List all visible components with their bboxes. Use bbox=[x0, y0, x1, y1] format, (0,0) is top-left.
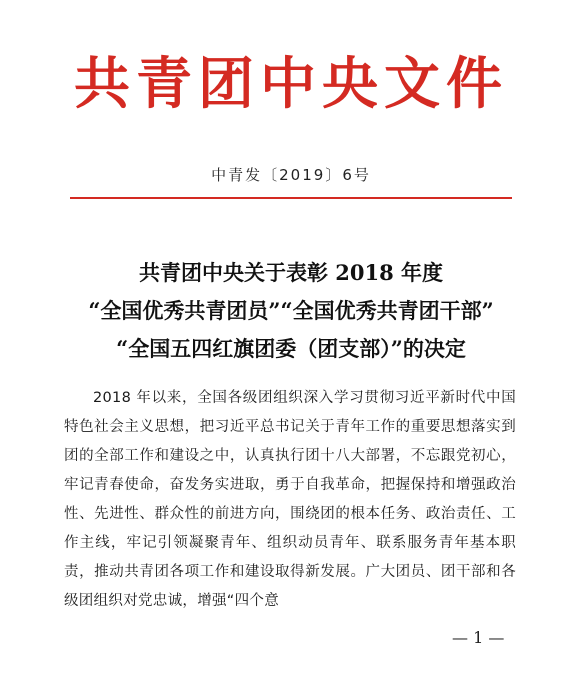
document-body bbox=[64, 384, 516, 616]
page-number: — 1 — bbox=[452, 628, 505, 647]
title-line-1: 共青团中央关于表彰 2018 年度 bbox=[138, 260, 444, 285]
document-title bbox=[0, 254, 582, 368]
title-line-3: “全国五四红旗团委（团支部）”的决定 bbox=[116, 336, 466, 361]
document-number: 中青发〔2019〕6号 bbox=[211, 166, 371, 184]
masthead-title: 共青团中央文件 bbox=[74, 51, 508, 117]
title-line-2: “全国优秀共青团员”“全国优秀共青团干部” bbox=[88, 298, 494, 323]
red-separator-line bbox=[70, 197, 512, 199]
body-paragraph: 2018 年以来，全国各级团组织深入学习贯彻习近平新时代中国特色社会主义思想，把习近平总书记关于青年工作的重要思想落实到团的全部工作和建设之中，认真执行团十八大部署，不忘跟党初心，牢记青春使命，奋发务实进取，勇于自我革命，把握保持和增强政治性、先进性、群众性的前进方向，围绕团的根本任务、政治责任、工作主线，牢记引领凝聚青年、组织动员青年、联系服务青年基本职责，推动共青团各项工作和建设取得新发展。广大团员、团干部和各级团组织对党忠诚，增强“四个意 bbox=[64, 390, 516, 609]
